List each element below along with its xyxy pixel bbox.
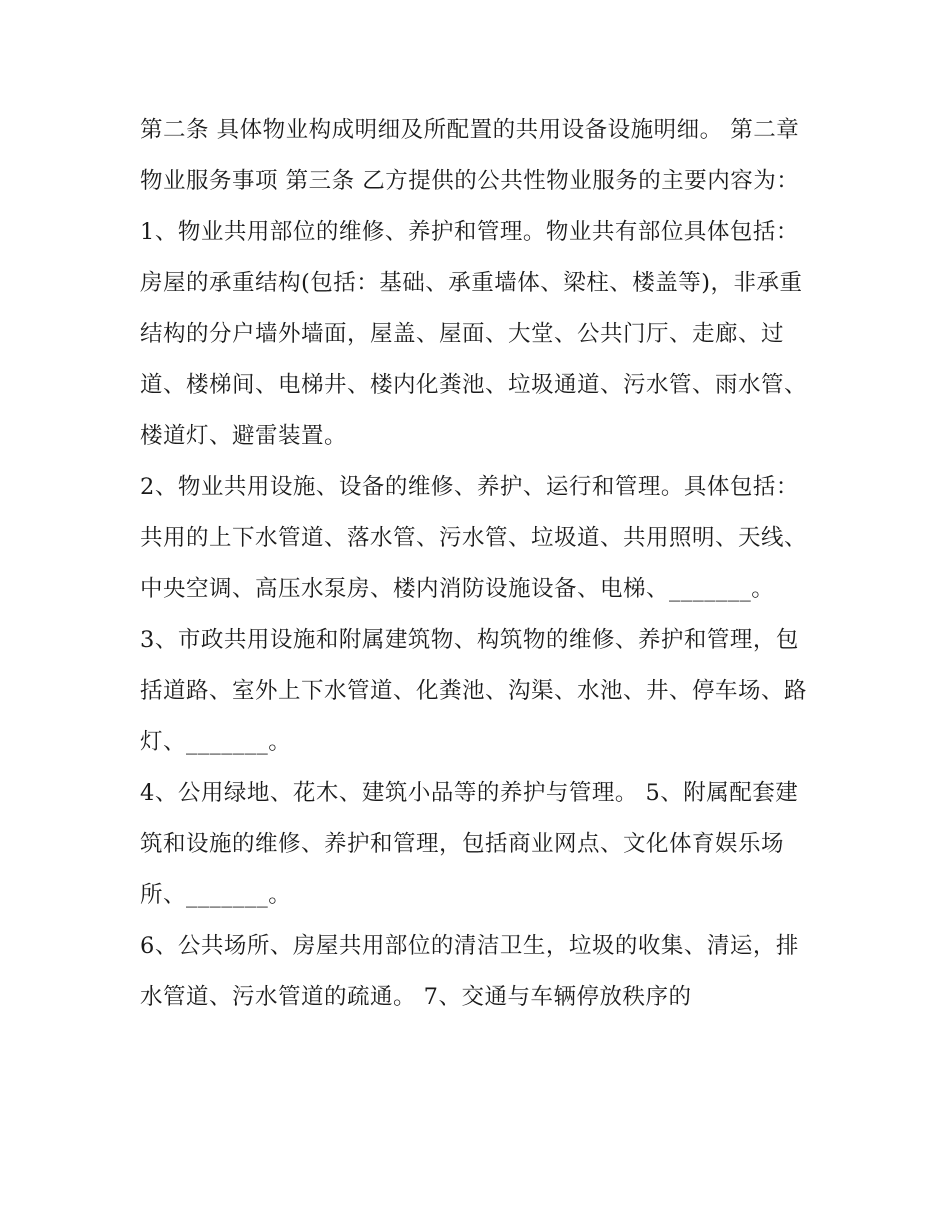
paragraph-item-3: 3、市政共用设施和附属建筑物、构筑物的维修、养护和管理，包括道路、室外上下水管道、化粪池、沟渠、水池、井、停车场、路灯、_______。: [140, 627, 808, 755]
paragraph-item-4-5: 4、公用绿地、花木、建筑小品等的养护与管理。 5、附属配套建筑和设施的维修、养护和管理，包括商业网点、文化体育娱乐场所、_______。: [140, 780, 799, 908]
paragraph-item-6-7: 6、公共场所、房屋共用部位的清洁卫生，垃圾的收集、清运，排水管道、污水管道的疏通。 7、交通与车辆停放秩序的: [140, 933, 799, 1010]
paragraph-item-1: 1、物业共用部位的维修、养护和管理。物业共有部位具体包括：房屋的承重结构(包括：基础、承重墙体、梁柱、楼盖等)，非承重结构的分户墙外墙面，屋盖、屋面、大堂、公共门厅、走廊、过道、楼梯间、电梯井、楼内化粪池、垃圾通道、污水管、雨水管、楼道灯、避雷装置。: [140, 219, 808, 449]
paragraph-article-2-3: 第二条 具体物业构成明细及所配置的共用设备设施明细。 第二章物业服务事项 第三条 乙方提供的公共性物业服务的主要内容为：: [140, 117, 800, 194]
document-body: [140, 105, 820, 1023]
paragraph-item-2: 2、物业共用设施、设备的维修、养护、运行和管理。具体包括：共用的上下水管道、落水管、污水管、垃圾道、共用照明、天线、中央空调、高压水泵房、楼内消防设施设备、电梯、_______。: [140, 474, 808, 602]
